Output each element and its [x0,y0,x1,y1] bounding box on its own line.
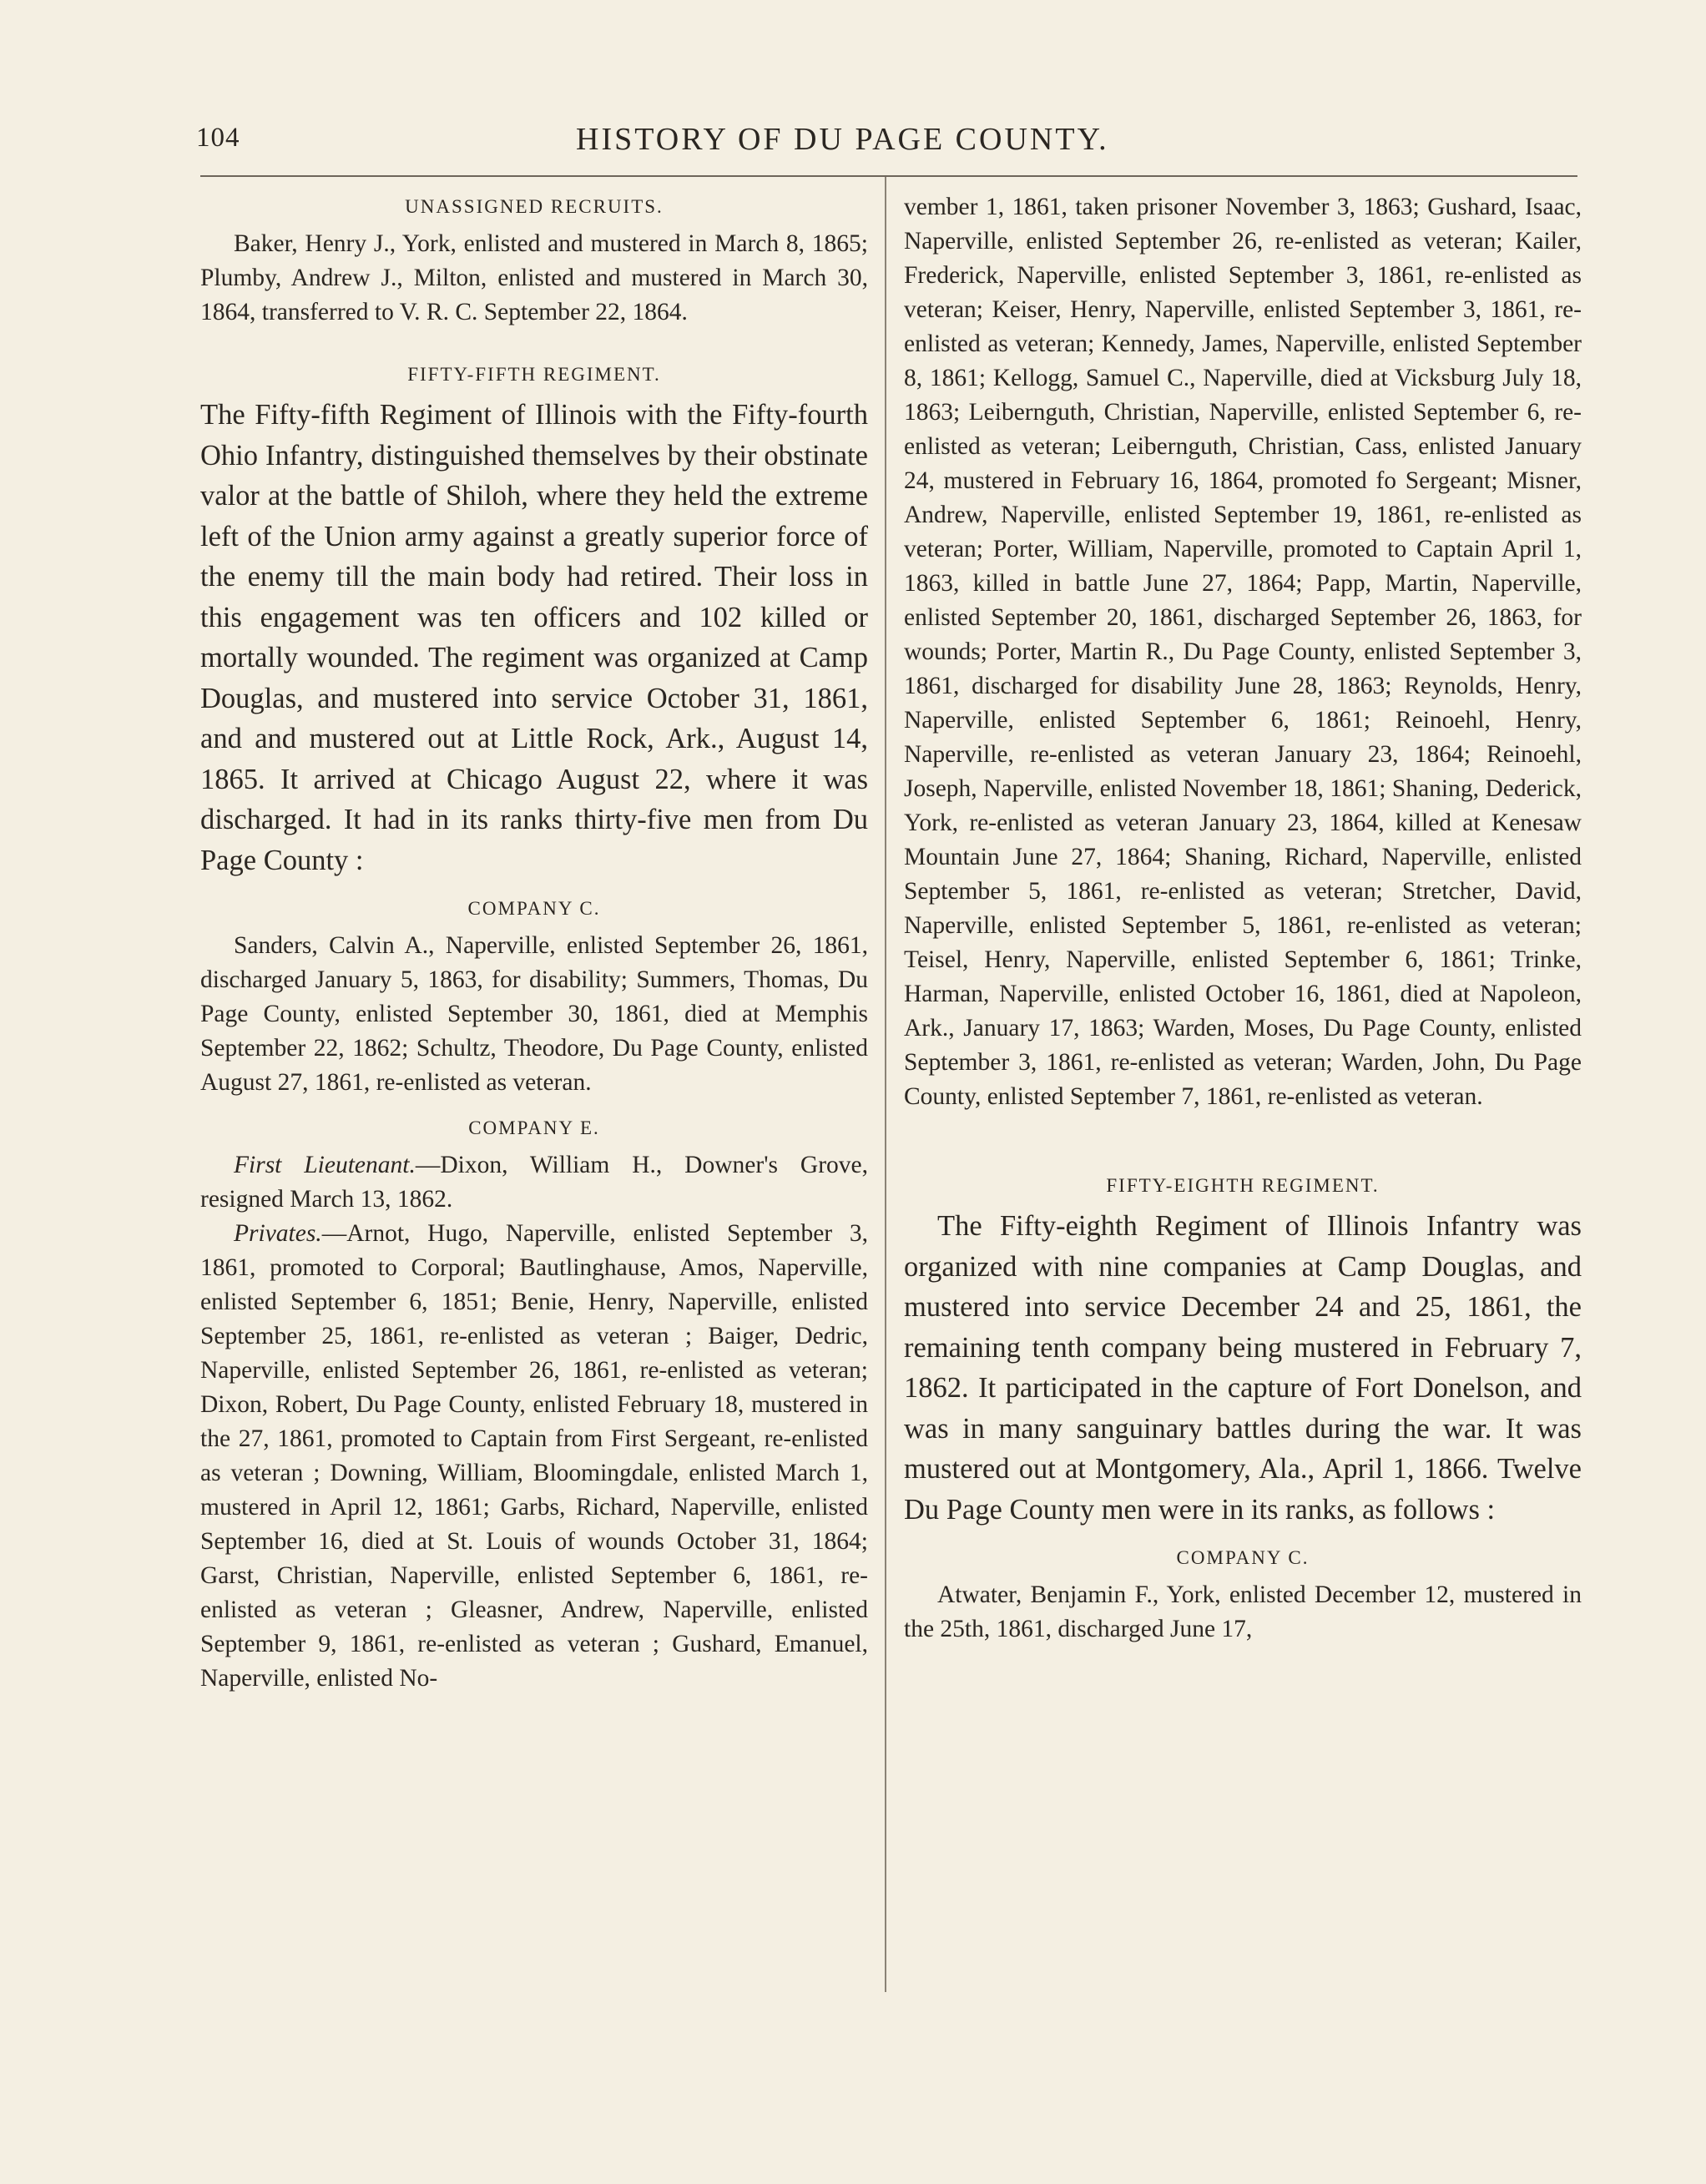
fifty-fifth-regiment-intro: The Fifty-fifth Regiment of Illinois with the Fifty-fourth Ohio Infantry, distinguished themselves by their obstinate valor at the battle of Shiloh, where they held the extreme left of the Union army against a greatly superior force of the enemy till the main body had retired. Their loss in this engagement was ten officers and 102 killed or mortally wounded. The regiment was organized at Camp Douglas, and mustered into service October 31, 1861, and and mustered out at Little Rock, Ark., August 14, 1865. It arrived at Chicago August 22, where it was discharged. It had in its ranks thirty-five men from Du Page County : [200,399,868,876]
column-divider [885,177,886,1992]
fifty-fifth-regiment-heading: FIFTY-FIFTH REGIMENT. [407,364,661,385]
running-title: HISTORY OF DU PAGE COUNTY. [576,122,1109,157]
first-lieutenant-entry [200,1148,868,1217]
company-c-text-58th: Atwater, Benjamin F., York, enlisted December 12, mustered in the 25th, 1861, discharged June 17, [904,1581,1582,1642]
page-number: 104 [196,123,240,153]
fifty-eighth-regiment-heading: FIFTY-EIGHTH REGIMENT. [1106,1175,1380,1196]
page-header [188,121,1582,163]
company-c-text: Sanders, Calvin A., Naperville, enlisted September 26, 1861, discharged January 5, 1863, for disability; Summers, Thomas, Du Page County, enlisted September 30, 1861, died at Memphis September 22, 1862; Schultz, Theodore, Du Page County, enlisted August 27, 1861, re-enlisted as veteran. [200,932,868,1096]
first-lieutenant-text: —Dixon, William H., Downer's Grove, resigned March 13, 1862. [200,1152,868,1213]
continued-roster-text: vember 1, 1861, taken prisoner November 3, 1863; Gushard, Isaac, Naperville, enlisted September 26, re-enlisted as veteran; Kailer, Frederick, Naperville, enlisted September 3, 1861, re-enlisted as veteran; Keiser, Henry, Naperville, enlisted September 3, 1861, re-enlisted as veteran; Kennedy, James, Naperville, enlisted September 8, 1861; Kellogg, Samuel C., Naperville, died at Vicksburg July 18, 1863; Leibernguth, Christian, Naperville, enlisted September 6, re-enlisted as veteran; Leibernguth, Christian, Cass, enlisted January 24, mustered in February 16, 1864, promoted fo Sergeant; Misner, Andrew, Naperville, enlisted September 19, 1861, re-enlisted as veteran; Porter, William, Naperville, promoted to Captain April 1, 1863, killed in battle June 27, 1864; Papp, Martin, Naperville, enlisted September 20, 1861, discharged September 26, 1863, for wounds; Porter, Martin R., Du Page County, enlisted September 3, 1861, discharged for disability June 28, 1863; Reynolds, Henry, Naperville, enlisted September 6, 1861; Reinoehl, Henry, Naperville, re-enlisted as veteran January 23, 1864; Reinoehl, Joseph, Naperville, enlisted November 18, 1861; Shaning, Dederick, York, re-enlisted as veteran January 23, 1864, killed at Kenesaw Mountain June 27, 1864; Shaning, Richard, Naperville, enlisted September 5, 1861, re-enlisted as veteran; Stretcher, David, Naperville, enlisted September 5, 1861, re-enlisted as veteran; Teisel, Henry, Naperville, enlisted September 6, 1861; Trinke, Harman, Naperville, enlisted October 16, 1861, died at Napoleon, Ark., January 17, 1863; Warden, Moses, Du Page County, enlisted September 3, 1861, re-enlisted as veteran; Warden, John, Du Page County, enlisted September 7, 1861, re-enlisted as veteran. [904,194,1582,1110]
privates-text: —Arnot, Hugo, Naperville, enlisted September 3, 1861, promoted to Corporal; Bautlinghause, Amos, Naperville, enlisted September 6, 1851; Benie, Henry, Naperville, enlisted September 25, 1861, re-enlisted as veteran ; Baiger, Dedric, Naperville, enlisted September 26, 1861, re-enlisted as veteran; Dixon, Robert, Du Page County, enlisted February 18, mustered in the 27, 1861, promoted to Captain from First Sergeant, re-enlisted as veteran ; Downing, William, Bloomingdale, enlisted March 1, mustered in April 12, 1861; Garbs, Richard, Naperville, enlisted September 16, died at St. Louis of wounds October 31, 1864; Garst, Christian, Naperville, enlisted September 6, 1861, re-enlisted as veteran ; Gleasner, Andrew, Naperville, enlisted September 9, 1861, re-enlisted as veteran ; Gushard, Emanuel, Naperville, enlisted No- [200,1220,868,1692]
company-c-heading: COMPANY C. [467,898,601,919]
privates-entry [200,1217,868,1696]
right-column [904,190,1582,1647]
header-rule [200,175,1577,177]
unassigned-recruits-text: Baker, Henry J., York, enlisted and mustered in March 8, 1865; Plumby, Andrew J., Milton, enlisted and mustered in March 30, 1864, transferred to V. R. C. September 22, 1864. [200,230,868,325]
company-e-heading: COMPANY E. [468,1117,600,1138]
fifty-eighth-regiment-intro: The Fifty-eighth Regiment of Illinois Infantry was organized with nine companies at Camp Douglas, and mustered into service December 24 and 25, 1861, the remaining tenth company being mustered in February 7, 1862. It participated in the capture of Fort Donelson, and was in many sanguinary battles during the war. It was mustered out at Montgomery, Ala., April 1, 1866. Twelve Du Page County men were in its ranks, as follows : [904,1210,1582,1526]
company-c-heading-58th: COMPANY C. [1176,1547,1310,1568]
unassigned-recruits-heading: UNASSIGNED RECRUITS. [405,196,664,217]
privates-label: Privates. [234,1220,322,1247]
first-lieutenant-label: First Lieutenant. [234,1152,416,1178]
left-column [200,190,868,1696]
